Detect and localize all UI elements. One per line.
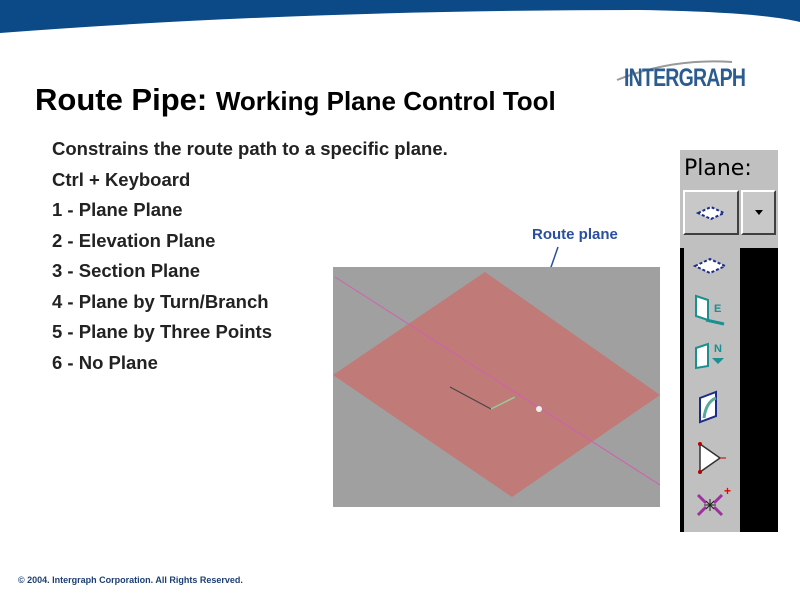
bullet-item: 2 - Elevation Plane xyxy=(52,229,216,251)
bullet-item: 4 - Plane by Turn/Branch xyxy=(52,290,269,312)
dropdown-shadow xyxy=(740,248,778,532)
plane-dropdown-button[interactable] xyxy=(683,190,739,235)
chevron-down-icon xyxy=(754,209,764,217)
logo-text: INTERGRAPH xyxy=(624,64,746,92)
no-plane-icon[interactable] xyxy=(692,485,736,521)
slide-title xyxy=(35,82,556,118)
plane-toolbar xyxy=(680,150,778,532)
svg-text:N: N xyxy=(714,343,722,355)
section-plane-icon[interactable] xyxy=(692,338,728,374)
bullet-item: 1 - Plane Plane xyxy=(52,199,183,220)
plane-by-three-points-icon[interactable] xyxy=(692,438,728,474)
header-banner xyxy=(0,0,800,60)
route-plane-graphic xyxy=(333,267,660,507)
bullet-item: 5 - Plane by Three Points xyxy=(52,321,273,342)
route-plane-callout: Route plane xyxy=(532,226,618,243)
list-border xyxy=(680,248,684,532)
plane-plane-icon xyxy=(696,205,726,221)
3d-viewport[interactable] xyxy=(333,267,660,507)
bullet-item: 3 - Section Plane xyxy=(52,260,201,281)
bullet-item: Constrains the route path to a specific plane. xyxy=(52,138,448,159)
svg-text:E: E xyxy=(714,303,722,315)
svg-text:+: + xyxy=(724,485,732,498)
bullet-item: 6 - No Plane xyxy=(52,351,158,373)
copyright-footer: © 2004. Intergraph Corporation. All Rights Reserved. xyxy=(18,575,243,585)
title-sub: Working Plane Control Tool xyxy=(215,86,556,116)
elevation-plane-icon[interactable] xyxy=(692,292,728,328)
dropdown-arrow-button[interactable] xyxy=(741,190,776,235)
bullet-item: Ctrl + Keyboard xyxy=(52,168,191,190)
intergraph-logo xyxy=(612,58,777,94)
plane-plane-icon[interactable] xyxy=(692,248,728,284)
title-main: Route Pipe: xyxy=(35,82,208,117)
plane-label: Plane: xyxy=(684,156,752,181)
plane-by-turn-branch-icon[interactable] xyxy=(692,388,728,424)
